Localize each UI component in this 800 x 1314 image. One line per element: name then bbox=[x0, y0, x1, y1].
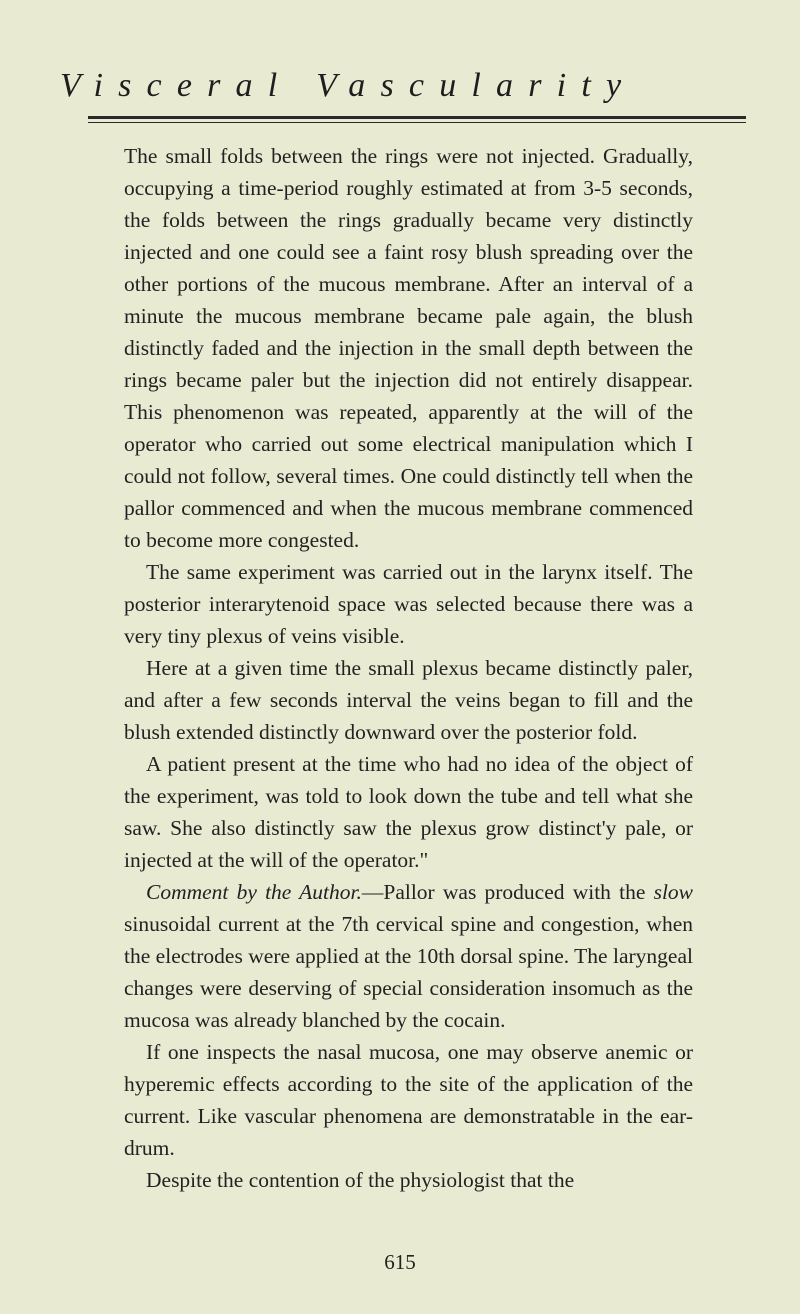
paragraph-7: Despite the contention of the physiologist that the bbox=[146, 1168, 575, 1192]
running-head: Visceral Vascularity bbox=[60, 67, 637, 104]
paragraph-4: A patient present at the time who had no idea of the object of the experiment, was told to look down the tube and tell what she saw. She also distinctly saw the plexus grow distinct'y pale, or injected at the will of the operator." bbox=[124, 752, 693, 872]
header-rule-thick bbox=[88, 116, 746, 119]
comment-heading: Comment by the Author. bbox=[146, 880, 362, 904]
paragraph-5 bbox=[124, 876, 693, 1036]
paragraph-1: The small folds between the rings were not injected. Gradually, occupying a time-period roughly estimated at from 3-5 seconds, the folds between the rings gradually became very distinctly injected and one could see a faint rosy blush spreading over the other portions of the mucous membrane. After an interval of a minute the mucous membrane became pale again, the blush distinctly faded and the injection in the small depth between the rings became paler but the injection did not entirely disappear. This phenomenon was repeated, apparently at the will of the operator who carried out some electrical manipulation which I could not follow, several times. One could distinctly tell when the pallor commenced and when the mucous membrane commenced to become more congested. bbox=[124, 144, 693, 552]
paragraph-2: The same experiment was carried out in the larynx itself. The posterior interarytenoid space was selected because there was a very tiny plexus of veins visible. bbox=[124, 560, 693, 648]
comment-italic-word: slow bbox=[653, 880, 694, 904]
header-rule-thin bbox=[88, 122, 746, 123]
comment-text-b: sinusoidal current at the 7th cervical spine and congestion, when the electrodes were applied at the 10th dorsal spine. The laryngeal changes were deserving of special consideration insomuch as the mucosa was already blanched by the cocain. bbox=[124, 912, 693, 1032]
paragraph-6: If one inspects the nasal mucosa, one may observe anemic or hyperemic effects according to the site of the application of the current. Like vascular phenomena are demonstratable in the ear-drum. bbox=[124, 1040, 693, 1160]
page-number: 615 bbox=[384, 1250, 416, 1274]
body-text bbox=[124, 140, 693, 1196]
comment-text-a: —Pallor was produced with the bbox=[361, 880, 654, 904]
paragraph-3: Here at a given time the small plexus became distinctly paler, and after a few seconds interval the veins began to fill and the blush extended distinctly downward over the posterior fold. bbox=[124, 656, 693, 744]
